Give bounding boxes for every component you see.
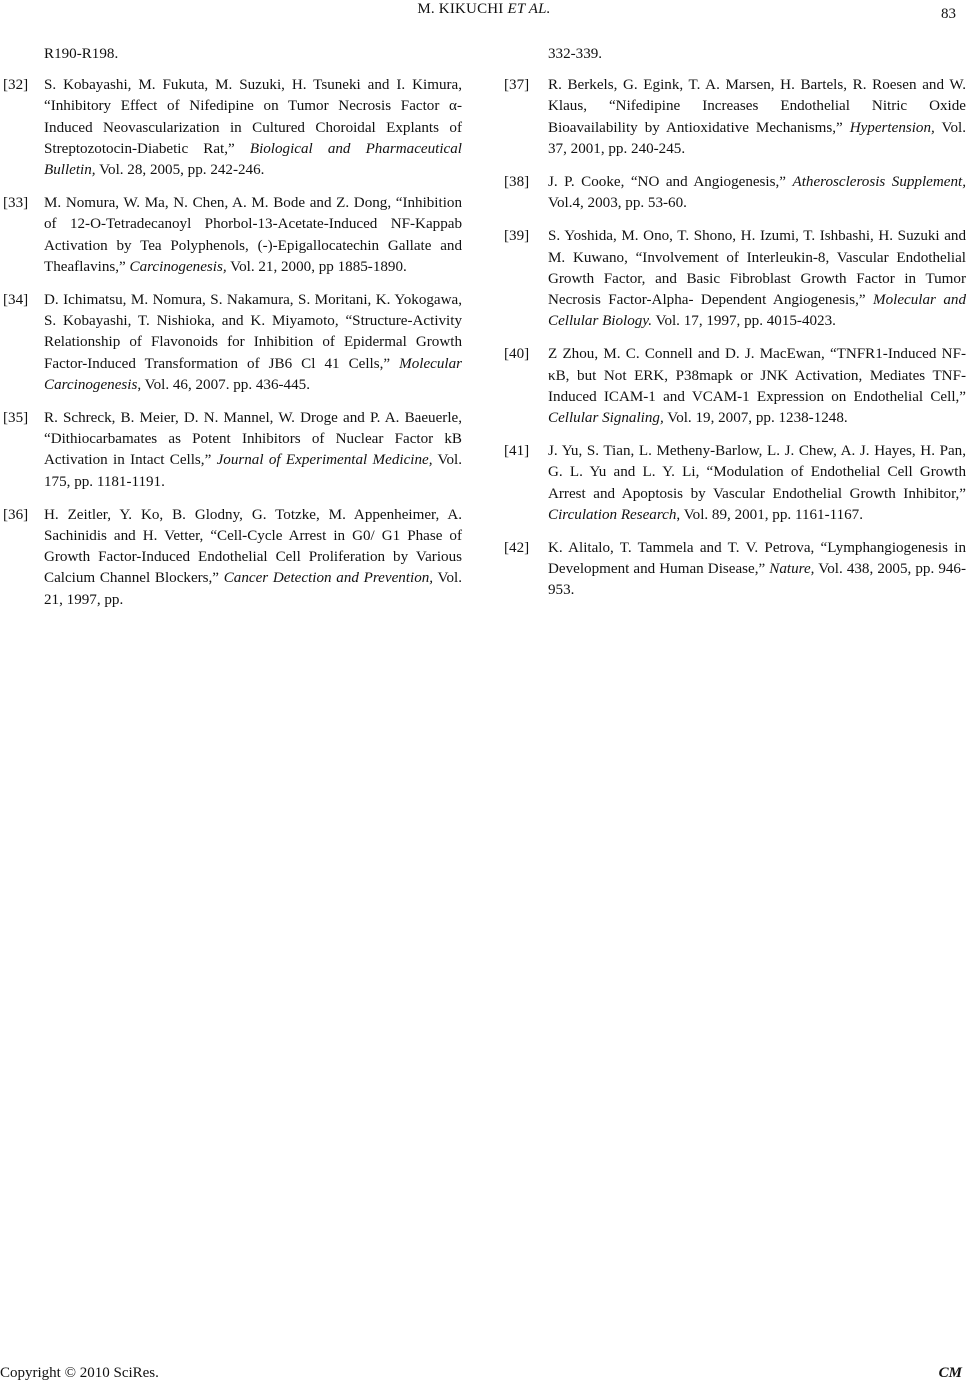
reference-34 (0, 290, 462, 396)
reference-text: S. Kobayashi, M. Fukuta, M. Suzuki, H. Tsuneki and I. Kimura, “Inhibitory Effect of Nifedipine on Tumor Necrosis Factor α-Induced Neovascularization in Cultured Choroidal Explants of Streptozotocin-Diabetic Rat,” Biological and Pharmaceutical Bulletin, Vol. 28, 2005, pp. 242-246. (44, 77, 462, 179)
reference-text: H. Zeitler, Y. Ko, B. Glodny, G. Totzke, M. Appenheimer, A. Sachinidis and H. Vetter, “Cell-Cycle Arrest in G0/ G1 Phase of Growth Factor-Induced Endothelial Cell Proliferation by Various Calcium Channel Blockers,” Cancer Detection and Prevention, Vol. 21, 1997, pp. (44, 506, 463, 608)
reference-number: [38] (504, 174, 530, 191)
reference-journal: Nature, (769, 561, 815, 578)
header-authors: M. KIKUCHI (417, 1, 504, 17)
reference-number: [34] (3, 292, 29, 309)
reference-33 (0, 193, 462, 278)
reference-journal: Atherosclerosis Supplement, (792, 174, 966, 191)
reference-journal: Circulation Research (548, 506, 677, 523)
reference-number: [32] (3, 77, 29, 94)
reference-32 (0, 75, 462, 181)
reference-42 (504, 538, 966, 602)
reference-number: [39] (504, 228, 530, 245)
reference-journal: Biological and Pharmaceutical Bulletin, (44, 140, 462, 179)
reference-number: [33] (3, 195, 29, 212)
reference-journal: Carcinogenesis, (129, 258, 227, 275)
reference-journal: Cellular Signaling, (548, 410, 664, 427)
reference-number: [37] (504, 77, 530, 94)
reference-38 (504, 172, 966, 214)
reference-text: D. Ichimatsu, M. Nomura, S. Nakamura, S. Moritani, K. Yokogawa, S. Kobayashi, T. Nishioka, and K. Miyamoto, “Structure-Activity Relationship of Flavonoids for Inhibition of Epidermal Growth Factor-Induced Transformation of JB6 Cl 41 Cells,” Molecular Carcinogenesis, Vol. 46, 2007. pp. 436-445. (44, 292, 462, 393)
reference-36 (0, 505, 462, 611)
reference-journal: Journal of Experimental Medicine, (216, 452, 433, 469)
references-right-column (504, 44, 966, 614)
reference-text: S. Yoshida, M. Ono, T. Shono, H. Izumi, T. Ishbashi, H. Suzuki and M. Kuwano, “Involvement of Interleukin-8, Vascular Endothelial Growth Factor, and Basic Fibroblast Growth Factor in Tumor Necrosis Factor-Alpha- Dependent Angiogenesis,” Molecular and Cellular Biology. Vol. 17, 1997, pp. 4015-4023. (548, 228, 967, 330)
reference-number: [36] (3, 506, 29, 523)
reference-text: K. Alitalo, T. Tammela and T. V. Petrova, “Lymphangiogenesis in Development and Human Disease,” Nature, Vol. 438, 2005, pp. 946-953. (548, 540, 966, 599)
references-left-column (0, 44, 462, 623)
reference-text: J. Yu, S. Tian, L. Metheny-Barlow, L. J. Chew, A. J. Hayes, H. Pan, G. L. Yu and L. Y. Li, “Modulation of Endothelial Cell Growth Arrest and Apoptosis by Vascular Endothelial Growth Inhibitor,” Circulation Research, Vol. 89, 2001, pp. 1161-1167. (548, 443, 966, 523)
header-et-al: ET AL. (507, 1, 551, 17)
reference-39 (504, 226, 966, 332)
footer-journal-abbrev: CM (938, 1365, 962, 1381)
reference-text: M. Nomura, W. Ma, N. Chen, A. M. Bode and Z. Dong, “Inhibition of 12-O-Tetradecanoyl Phorbol-13-Acetate-Induced NF-Kappab Activation by Tea Polyphenols, (-)-Epigallocatechin Gallate and Theaflavins,” Carcinogenesis, Vol. 21, 2000, pp 1885-1890. (44, 195, 462, 275)
reference-41 (504, 441, 966, 526)
reference-journal: Molecular Carcinogenesis (44, 355, 462, 393)
reference-continuation: R190-R198. (44, 46, 119, 62)
footer-copyright: Copyright © 2010 SciRes. (0, 1365, 159, 1381)
reference-text: R. Schreck, B. Meier, D. N. Mannel, W. Droge and P. A. Baeuerle, “Dithiocarbamates as Potent Inhibitors of Nuclear Factor kB Activation in Intact Cells,” Journal of Experimental Medicine, Vol. 175, pp. 1181-1191. (44, 410, 462, 490)
reference-text: J. P. Cooke, “NO and Angiogenesis,” Atherosclerosis Supplement, Vol.4, 2003, pp. 53-60. (548, 174, 966, 212)
page-number: 83 (941, 6, 956, 22)
reference-number: [42] (504, 540, 530, 557)
reference-37 (504, 75, 966, 160)
reference-number: [41] (504, 443, 530, 460)
reference-text: Z Zhou, M. C. Connell and D. J. MacEwan, “TNFR1-Induced NF-κB, but Not ERK, P38mapk or JNK Activation, Mediates TNF-Induced ICAM-1 and VCAM-1 Expression on Endothelial Cell,” Cellular Signaling, Vol. 19, 2007, pp. 1238-1248. (548, 346, 966, 427)
reference-journal: Hypertension, (849, 119, 935, 136)
reference-40 (504, 344, 966, 429)
reference-journal: Cancer Detection and Prevention, (223, 570, 434, 587)
reference-35 (0, 408, 462, 493)
running-header (0, 1, 968, 18)
reference-continuation: 332-339. (548, 46, 603, 62)
reference-number: [35] (3, 410, 29, 427)
reference-text: R. Berkels, G. Egink, T. A. Marsen, H. Bartels, R. Roesen and W. Klaus, “Nifedipine Increases Endothelial Nitric Oxide Bioavailability by Antioxidative Mechanisms,” Hypertension, Vol. 37, 2001, pp. 240-245. (548, 77, 966, 157)
reference-journal: Molecular and Cellular Biology. (548, 292, 967, 330)
reference-number: [40] (504, 346, 530, 363)
